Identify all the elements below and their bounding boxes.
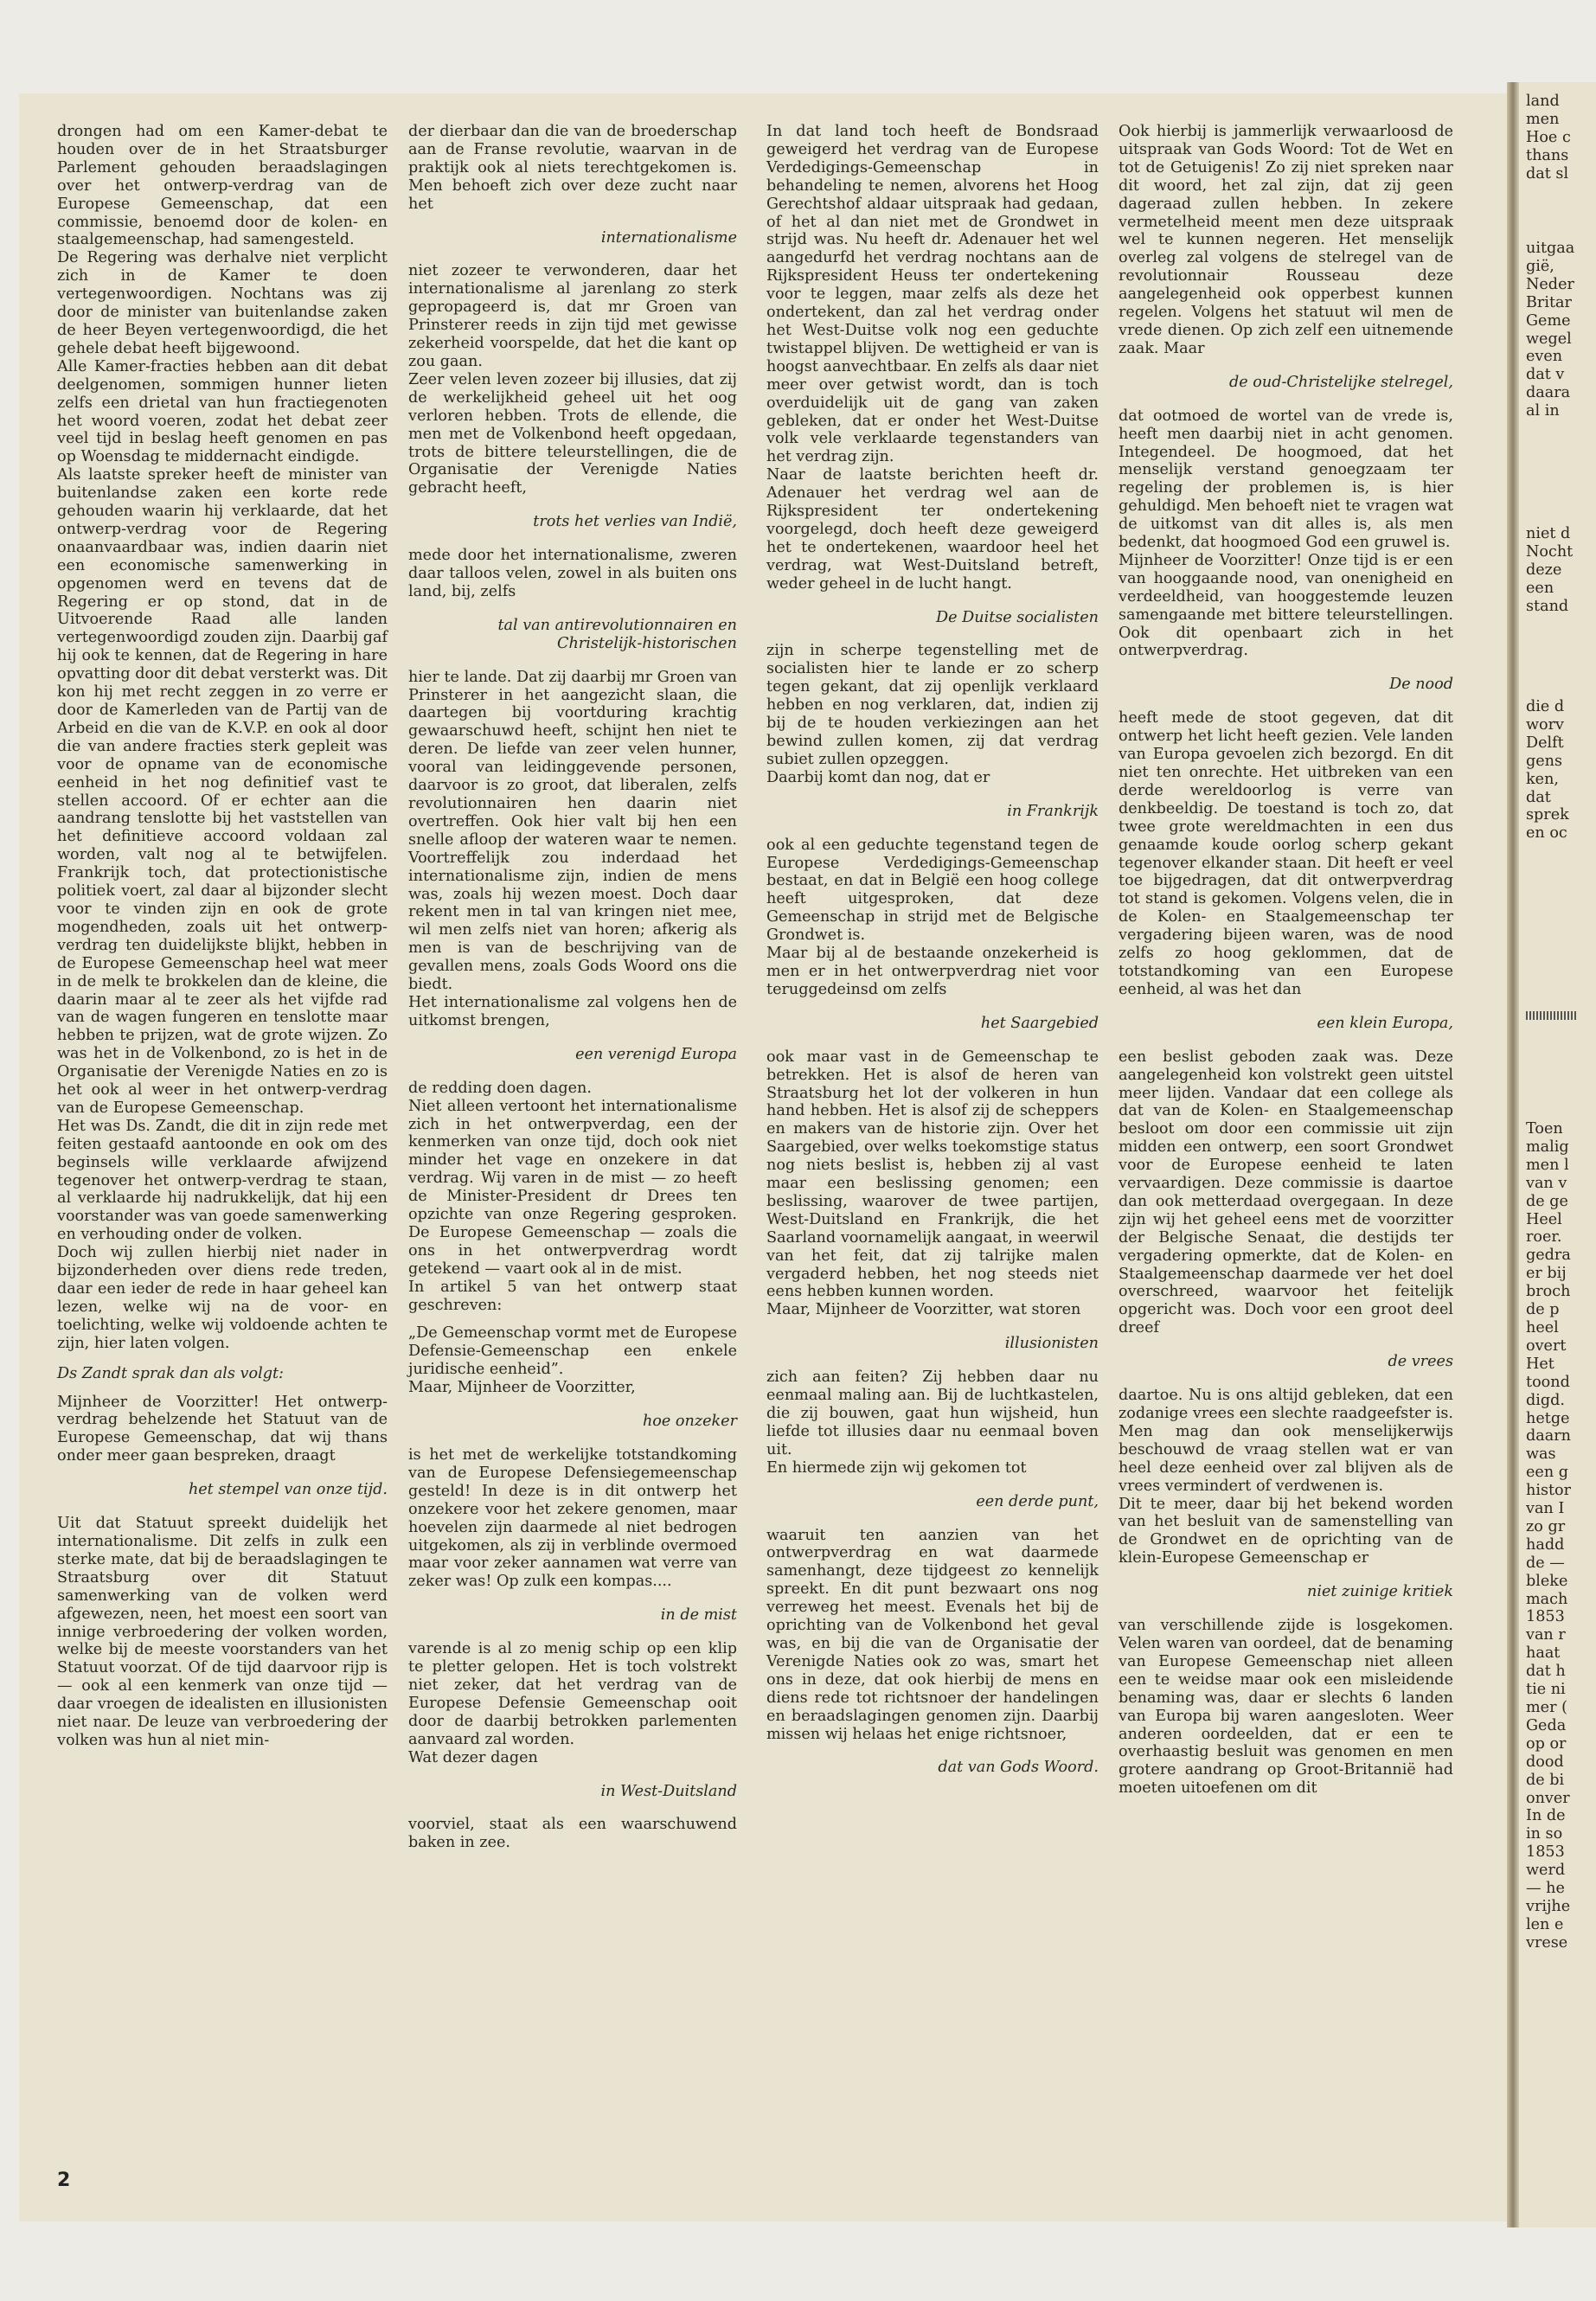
- paragraph: zijn in scherpe tegenstelling met de socialisten hier te lande er zo scherp tegen gekant, dat zij openlijk verklaard hebben en nog verklaren, dat, indien zij bij de te houden verkiezingen aan het bewind zullen komen, zij dat verdrag subiet zullen opzeggen.: [766, 642, 1099, 768]
- paragraph: ook al een geduchte tegenstand tegen de Europese Verdedigings-Gemeenschap bestaat, en dat in België een hoog college heeft uitgesproken, dat deze Gemeenschap in strijd met de Belgische Grondwet is.: [766, 836, 1099, 945]
- paragraph: Niet alleen vertoont het internationalisme zich in het ontwerpverdag, een der kenmerken van onze tijd, doch ook niet minder het vage en onzekere in dat verdrag. Wij varen in de mist — zo heeft de Minister-President dr Drees ten opzichte van onze Regering gesproken. De Europese Gemeenschap — zoals die ons in het ontwerpverdrag wordt getekend — vaart ook al in de mist.: [408, 1097, 737, 1278]
- next-page-edge: [1519, 82, 1596, 2227]
- subheading: het stempel van onze tijd.: [188, 1481, 388, 1499]
- paragraph: de redding doen dagen.: [408, 1079, 592, 1097]
- paragraph: Ds Zandt sprak dan als volgt:: [57, 1364, 284, 1382]
- subheading: het Saargebied: [980, 1014, 1099, 1032]
- paragraph: van verschillende zijde is losgekomen. Velen waren van oordeel, dat de benaming van Europese Gemeenschap niet alleen een te weidse maar ook een misleidende benaming was, daar er slechts 6 landen van Europa bij waren aangesloten. Weer anderen oordeelden, dat er een te overhaastig besluit was genomen en men grotere aandrang op Groot-Britannië had moeten uitoefenen om dit: [1118, 1617, 1453, 1798]
- paragraph: zich aan feiten? Zij hebben daar nu eenmaal maling aan. Bij de luchtkastelen, die zij bouwen, gaat hun wijsheid, hun liefde tot illusies daar nu eenmaal boven uit.: [766, 1368, 1099, 1458]
- paragraph: Als laatste spreker heeft de minister van buitenlandse zaken een korte rede gehouden waarin hij verklaarde, dat het ontwerp-verdrag voor de Regering onaanvaardbaar was, indien daarin niet een economische samenwerking in opgenomen werd en tevens dat de Regering er op stond, dat in de Uitvoerende Raad alle landen vertegenwoordigd zouden zijn. Daarbij gaf hij ook te kennen, dat de Regering in hare opvatting door dit debat versterkt was. Dit kon hij met recht zeggen in zo verre er door de Kamerleden van de Partij van de Arbeid en die van de K.V.P. en ook al door die van andere fracties sterk gepleit was voor de opname van de economische eenheid in het nog definitief vast te stellen accoord. Of er echter aan die aandrang tenslotte bij het vaststellen van het definitieve accoord voldaan zal worden, valt nog al te betwijfelen. Frankrijk toch, dat protectionistische politiek voert, zal daar al bijzonder slecht voor te vinden zijn en ook de grote mogendheden, zoals uit het ontwerp-verdrag ten duidelijkste blijkt, hebben in de Europese Gemeenschap heel wat meer in de melk te brokkelen dan de kleine, die daarin maar al te zeer als het vijfde rad van de wagen fungeren en tenslotte maar hebben te prijzen, wat de grote wijzen. Zo was het in de Volkenbond, zo is het in de Organisatie der Verenigde Naties en zo is het ook al weer in het ontwerp-verdrag van de Europese Gemeenschap.: [57, 466, 388, 1117]
- subheading: trots het verlies van Indië,: [533, 513, 737, 531]
- column-3: [766, 123, 1099, 1792]
- paragraph: In dat land toch heeft de Bondsraad geweigerd het verdrag van de Europese Verdedigings-Gemeenschap in behandeling te nemen, alvorens het Hoog Gerechtshof aldaar uitspraak had gedaan, of het al dan niet met de Grondwet in strijd was. Nu heeft dr. Adenauer het wel aangedurfd het verdrag nochtans aan de Rijkspresident Heuss ter ondertekening voor te leggen, maar zelfs als deze het ondertekent, dan zal het verdrag onder het West-Duitse volk nog een geduchte twistappel blijven. De wettigheid er van is hoogst aanvechtbaar. En zelfs als daar niet meer over getwist wordt, dan is toch overduidelijk uit de gang van zaken gebleken, dat er onder het West-Duitse volk vele verklaarde tegenstanders van het verdrag zijn.: [766, 123, 1099, 466]
- subheading: een derde punt,: [976, 1492, 1099, 1510]
- paragraph: Maar, Mijnheer de Voorzitter, wat storen: [766, 1301, 1081, 1319]
- paragraph: Wat dezer dagen: [408, 1748, 538, 1766]
- subheading: De nood: [1389, 676, 1453, 694]
- paragraph: waaruit ten aanzien van het ontwerpverdrag en wat daarmede samenhangt, deze tijdgeest zo kennelijk spreekt. En dit punt bezwaart ons nog verreweg het meest. Evenals het bij de oprichting van de Volkenbond het geval was, en bij die van de Organisatie der Verenigde Naties ook zo was, smart het ons in deze, dat ook hierbij de mens en diens rede tot richtsnoer der handelingen en beraadslagingen genomen zijn. Daarbij missen wij helaas het enige richtsnoer,: [766, 1526, 1099, 1743]
- next-page-fragment: land men Hoe c thans dat sl: [1526, 93, 1571, 183]
- paragraph: Het was Ds. Zandt, die dit in zijn rede met feiten gestaafd aantoonde en ook om des beginsels wille verklaarde afwijzend tegenover het ontwerp-verdrag te staan, al verklaarde hij nadrukkelijk, dat hij een voorstander was van goede samenwerking en verhouding onder de volken.: [57, 1117, 388, 1244]
- column-1: [57, 123, 388, 1750]
- column-2: [408, 123, 737, 1852]
- subheading: hoe onzeker: [642, 1413, 737, 1431]
- paragraph: Maar bij al de bestaande onzekerheid is men er in het ontwerpverdrag niet voor teruggedeinsd om zelfs: [766, 945, 1099, 998]
- paragraph: is het met de werkelijke totstandkoming van de Europese Defensiegemeenschap gesteld! In deze is in dit ontwerp het onzekere voor het zekere genomen, maar hoevelen zijn daarmede al niet bedrogen uitgekomen, als zij in verblinde overmoed maar voor zeker aannamen wat verre van zeker was! Op zulk een kompas....: [408, 1446, 737, 1591]
- quote: „De Gemeenschap vormt met de Europese Defensie-Gemeenschap een enkele juridische eenheid”.: [408, 1324, 737, 1379]
- paragraph: Dit te meer, daar bij het bekend worden van het besluit van de samenstelling van de Grondwet en de oprichting van de klein-Europese Gemeenschap er: [1118, 1495, 1453, 1567]
- paragraph: voorviel, staat als een waarschuwend baken in zee.: [408, 1816, 737, 1852]
- next-page-fragment: die d worv Delft gens ken, dat sprek en oc: [1526, 698, 1569, 843]
- subheading: in West-Duitsland: [600, 1782, 737, 1800]
- paragraph: een beslist geboden zaak was. Deze aangelegenheid kon volstrekt geen uitstel meer lijden. Vandaar dat een college als dat van de Kolen- en Staalgemeenschap besloot om door een commissie uit zijn midden een ontwerp, een soort Grondwet voor de Europese eenheid te laten vervaardigen. Deze commissie is daartoe dan ook metterdaad overgegaan. In deze zijn wij het geheel eens met de voorzitter der Belgische Senaat, die destijds ter vergadering opmerkte, dat de Kolen- en Staalgemeenschap daarmede ver het doel overschreed, waarvoor het feitelijk opgericht was. Doch voor een groot deel dreef: [1118, 1048, 1453, 1337]
- subheading: dat van Gods Woord.: [938, 1759, 1099, 1777]
- paragraph: der dierbaar dan die van de broederschap aan de Franse revolutie, waarvan in de praktijk ook al niets terechtgekomen is. Men behoeft zich over deze zucht naar het: [408, 123, 737, 213]
- paragraph: Maar, Mijnheer de Voorzitter,: [408, 1379, 636, 1397]
- paragraph: Zeer velen leven zozeer bij illusies, dat zij de werkelijkheid geheel uit het oog verloren hebben. Trots de ellende, die men met de Volkenbond heeft opgedaan, trots de bittere teleurstellingen, die de Organisatie der Verenigde Naties gebracht heeft,: [408, 370, 737, 497]
- ornament-rule: [1526, 1011, 1578, 1020]
- subheading: internationalisme: [600, 228, 737, 247]
- paragraph: ook maar vast in de Gemeenschap te betrekken. Het is alsof de heren van Straatsburg het lot der volkeren in hun hand hebben. Het is alsof zij de scheppers en makers van de historie zijn. Over het Saargebied, over welks toekomstige status nog niets beslist is, hebben zij al vast maar een beslissing genomen; een beslissing, waarover de twee partijen, West-Duitsland en Frankrijk, die het Saarland voornamelijk aangaat, in weerwil van het feit, dat zij talrijke malen vergaderd hebben, het nog steeds niet eens hebben kunnen worden.: [766, 1048, 1099, 1301]
- paragraph: En hiermede zijn wij gekomen tot: [766, 1458, 1027, 1477]
- next-page-fragment: Toen malig men l van v de ge Heel roer. gedra er bij broch de p heel overt Het toond digd. hetge daarn was een g histor van I zo gr hadd de — bleke mach 1853 van r haat dat h tie ni mer ( Geda op or dood de bi onver In de in so 1853 werd — he vrijhe len e vrese: [1526, 1120, 1572, 1952]
- subheading: niet zuinige kritiek: [1307, 1583, 1453, 1601]
- next-page-fragment: uitgaa gië, Neder Britar Geme wegel even dat v daara al in: [1526, 240, 1575, 420]
- subheading: de vrees: [1388, 1353, 1453, 1371]
- paragraph: daartoe. Nu is ons altijd gebleken, dat een zodanige vrees een slechte raadgeefster is. Men mag dan ook menselijkerwijs beschouwd de vraag stellen wat er van heel deze eenheid over zal blijven als de vrees vermindert of verdwenen is.: [1118, 1387, 1453, 1495]
- subheading: tal van antirevolutionnairen en Christelijk-historischen: [497, 616, 737, 652]
- paragraph: De Regering was derhalve niet verplicht zich in de Kamer te doen vertegenwoordigen. Nochtans was zij door de minister van buitenlandse zaken de heer Beyen vertegenwoordigd, die het gehele debat heeft bijgewoond.: [57, 249, 388, 357]
- subheading: de oud-Christelijke stelregel,: [1229, 373, 1453, 391]
- paragraph: Het internationalisme zal volgens hen de uitkomst brengen,: [408, 993, 737, 1029]
- subheading: De Duitse socialisten: [936, 608, 1099, 626]
- paragraph: dat ootmoed de wortel van de vrede is, heeft men daarbij niet in acht genomen. Integendeel. De hoogmoed, dat het menselijk verstand genoegzaam ter regeling der problemen is, is hier gehuldigd. Men behoeft niet te vragen wat de uitkomst van dit alles is, als men bedenkt, dat hoogmoed God een gruwel is.: [1118, 407, 1453, 552]
- subheading: een klein Europa,: [1317, 1014, 1453, 1032]
- paragraph: heeft mede de stoot gegeven, dat dit ontwerp het licht heeft gezien. Vele landen van Europa gevoelen zich bezorgd. En dit niet ten onrechte. Het uitbreken van een derde wereldoorlog is verre van denkbeeldig. De toestand is toch zo, dat twee grote wereldmachten in een dus genaamde koude oorlog scherp gekant tegenover elkander staan. Dit heeft er veel toe bijgedragen, dat dit ontwerpverdrag tot stand is gekomen. Volgens velen, die in de Kolen- en Staalgemeenschap ter vergadering bijeen waren, was de nood zelfs zo hoog geklommen, dat de totstandkoming van een Europese eenheid, al was het dan: [1118, 709, 1453, 998]
- paragraph: drongen had om een Kamer-debat te houden over de in het Straatsburger Parlement gehouden beraadslagingen over het ontwerp-verdrag van de Europese Gemeenschap, dat een commissie, benoemd door de kolen- en staalgemeenschap, had samengesteld.: [57, 123, 388, 249]
- subheading: in de mist: [660, 1606, 737, 1625]
- paragraph: Ook hierbij is jammerlijk verwaarloosd de uitspraak van Gods Woord: Tot de Wet en tot de Getuigenis! Zo zij niet spreken naar dit woord, het zal zijn, dat zij geen dageraad zullen hebben. In zekere vermetelheid meent men deze uitspraak wel te kunnen negeren. Het menselijk overleg zal volgens de stelregel van de revolutionnair Rousseau deze aangelegenheid ook opperbest kunnen regelen. Volgens het statuut wil men de vrede dienen. Op zich zelf een uitnemende zaak. Maar: [1118, 123, 1453, 357]
- paragraph: Daarbij komt dan nog, dat er: [766, 768, 990, 786]
- subheading: illusionisten: [1004, 1335, 1099, 1353]
- subheading: in Frankrijk: [1007, 802, 1099, 820]
- column-4: [1118, 123, 1453, 1798]
- paragraph: varende is al zo menig schip op een klip te pletter gelopen. Het is toch volstrekt niet zeker, dat het verdrag van de Europese Defensie Gemeenschap ooit door de daarbij betrokken parlementen aanvaard zal worden.: [408, 1640, 737, 1748]
- paragraph: hier te lande. Dat zij daarbij mr Groen van Prinsterer in het aangezicht slaan, die daartegen bij voortduring krachtig gewaarschuwd heeft, schijnt hen niet te deren. De liefde van zeer velen hunner, vooral van leidinggevende personen, daarvoor is zo groot, dat liberalen, zelfs revolutionnairen hen daarin niet overtreffen. Ook hier valt bij hen een snelle afloop der wateren waar te nemen. Voortreffelijk zou inderdaad het internationalisme zijn, indien de mens was, zoals hij wezen moest. Doch daar rekent men in tal van kringen niet mee, wil men zelfs niet van horen; afkerig als men is van de beschrijving van de gevallen mens, zoals Gods Woord ons die biedt.: [408, 668, 737, 994]
- page-fold: [1507, 82, 1519, 2227]
- paragraph: Uit dat Statuut spreekt duidelijk het internationalisme. Dit zelfs in zulk een sterke mate, dat bij de beraadslagingen te Straatsburg over dit Statuut samenwerking van de volken werd afgewezen, neen, het moest een soort van innige verbroedering der volken worden, welke bij de meeste voorstanders van het Statuut voorzat. Of de tijd daarvoor rijp is — ook al een kenmerk van onze tijd — daar vroegen de idealisten en illusionisten niet naar. De leuze van verbroedering der volken was hun al niet min-: [57, 1515, 388, 1749]
- paragraph: niet zozeer te verwonderen, daar het internationalisme al jarenlang zo sterk gepropageerd is, dat mr Groen van Prinsterer reeds in zijn tijd met gewisse zekerheid voorspelde, dat het die kant op zou gaan.: [408, 262, 737, 370]
- paragraph: In artikel 5 van het ontwerp staat geschreven:: [408, 1278, 737, 1314]
- paragraph: Doch wij zullen hierbij niet nader in bijzonderheden over diens rede treden, daar een ieder de rede in haar geheel kan lezen, welke wij na de voor- en toelichting, welke wij voldoende achten te zijn, hier laten volgen.: [57, 1244, 388, 1352]
- paragraph: Naar de laatste berichten heeft dr. Adenauer het verdrag wel aan de Rijkspresident ter ondertekening voorgelegd, doch heeft deze geweigerd het te ondertekenen, waardoor heel het verdrag, wat West-Duitsland betreft, weder geheel in de lucht hangt.: [766, 466, 1099, 593]
- paragraph: mede door het internationalisme, zweren daar talloos velen, zowel in als buiten ons land, bij, zelfs: [408, 547, 737, 600]
- paragraph: Mijnheer de Voorzitter! Het ontwerp-verdrag behelzende het Statuut van de Europese Gemeenschap, dat wij thans onder meer gaan bespreken, draagt: [57, 1393, 388, 1465]
- next-page-fragment: niet d Nocht deze een stand: [1526, 525, 1574, 615]
- subheading: een verenigd Europa: [575, 1045, 737, 1063]
- paragraph: Mijnheer de Voorzitter! Onze tijd is er een van hooggaande nood, van onenigheid en verdeeldheid, van hooggestemde leuzen samengaande met bittere teleurstellingen. Ook dit openbaart zich in het ontwerpverdrag.: [1118, 551, 1453, 660]
- page-number: 2: [57, 2170, 71, 2191]
- paragraph: Alle Kamer-fracties hebben aan dit debat deelgenomen, sommigen hunner lieten zelfs een drietal van hun fractiegenoten het woord voeren, zodat het debat zeer veel tijd in beslag heeft genomen en pas op Woensdag te middernacht eindigde.: [57, 357, 388, 466]
